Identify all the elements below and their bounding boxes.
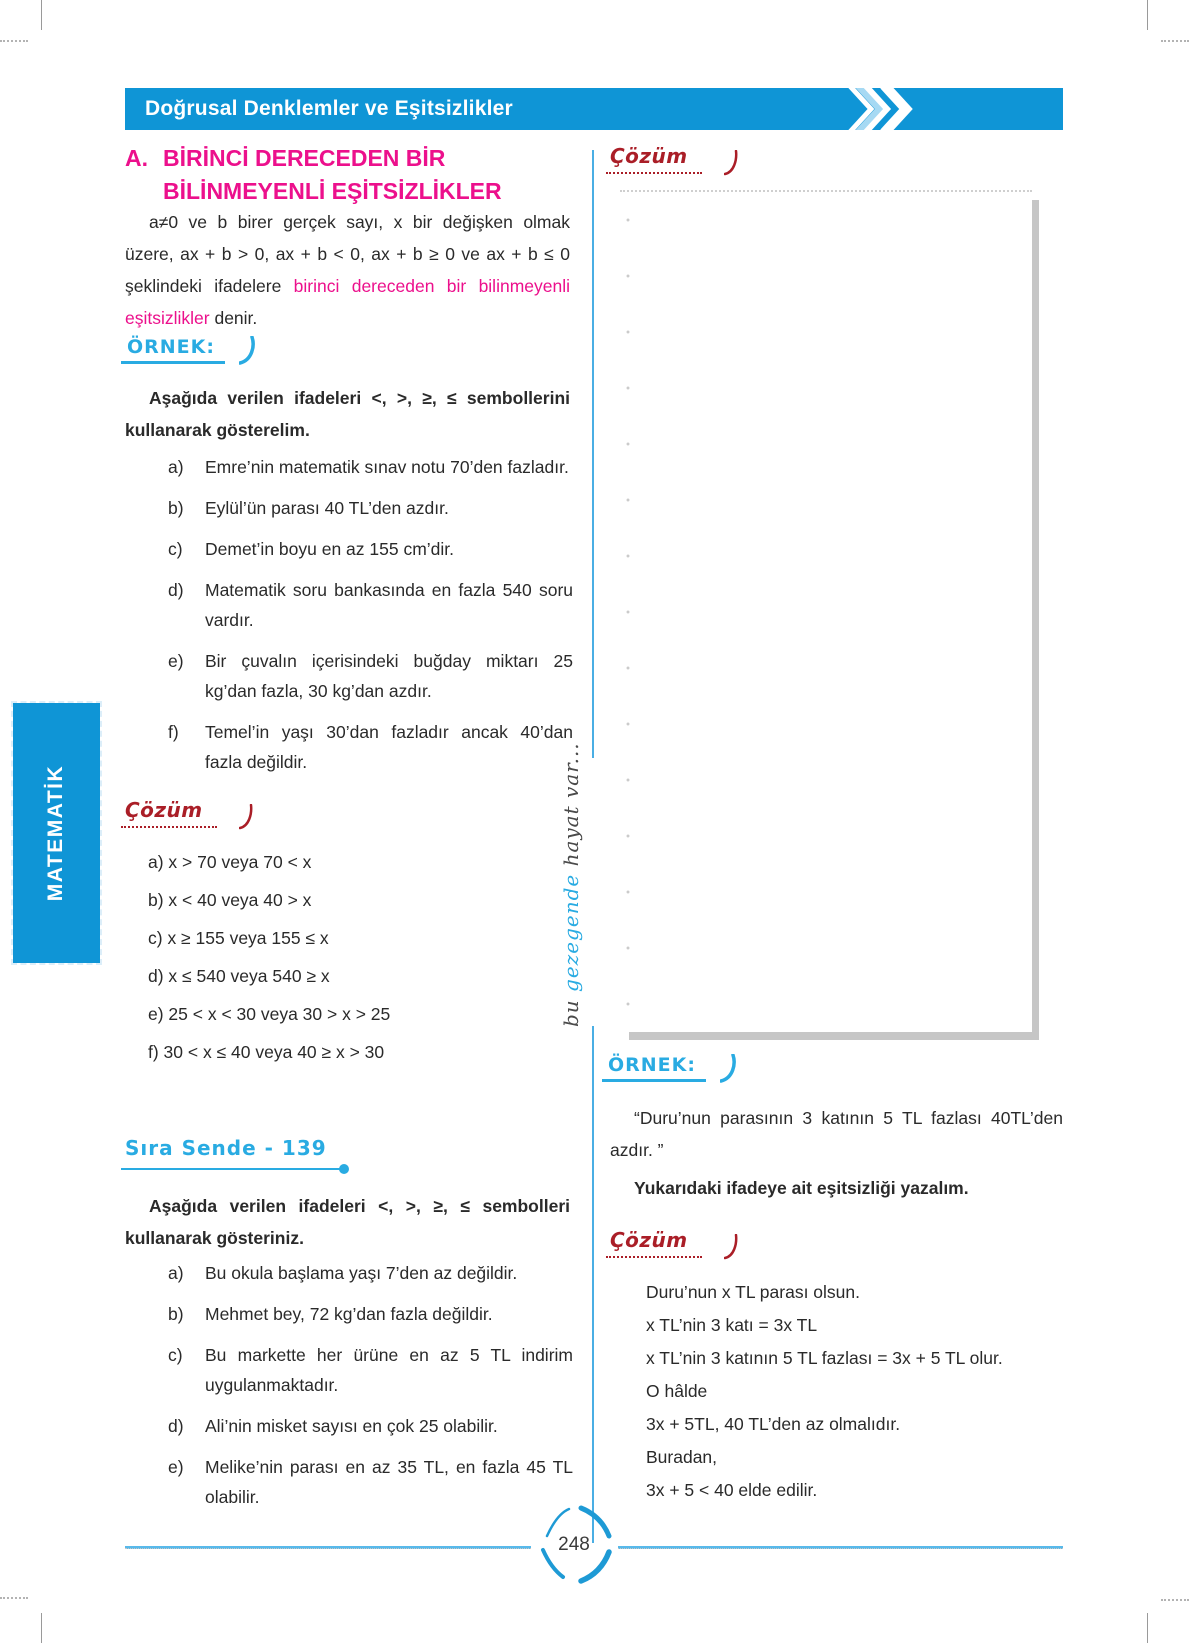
intro-paragraph xyxy=(125,206,570,334)
item-marker: e) xyxy=(168,651,184,671)
sira-sende-item-list xyxy=(125,1258,573,1523)
list-item xyxy=(125,534,573,564)
ornek-label: ÖRNEK: xyxy=(121,336,225,364)
ornek-tag-right xyxy=(602,1054,736,1082)
item-marker: d) xyxy=(168,1416,184,1436)
item-text: Emre’nin matematik sınav notu 70’den fazladır. xyxy=(205,457,569,477)
item-marker: e) xyxy=(168,1457,184,1477)
item-text: Melike’nin parası en az 35 TL, en fazla 45 TL olabilir. xyxy=(205,1457,573,1507)
item-text: Eylül’ün parası 40 TL’den azdır. xyxy=(205,498,449,518)
cozum-tag xyxy=(121,798,254,828)
example-quote: “Duru’nun parasının 3 katının 5 TL fazlası 40TL’den azdır. ” xyxy=(610,1108,1063,1160)
item-text: Bir çuvalın içerisindeki buğday miktarı 25 kg’dan fazla, 30 kg’dan azdır. xyxy=(205,651,573,701)
list-item xyxy=(125,1452,573,1512)
solution-line: e) 25 < x < 30 veya 30 > x > 25 xyxy=(148,1004,391,1024)
solution-line: 3x + 5TL, 40 TL’den az olmalıdır. xyxy=(646,1414,901,1434)
solution-line: a) x > 70 veya 70 < x xyxy=(148,852,312,872)
solution-line: b) x < 40 veya 40 > x xyxy=(148,890,312,910)
cozum-tail-icon xyxy=(724,1234,739,1260)
footer-rule xyxy=(125,1546,531,1549)
list-item xyxy=(125,1411,573,1441)
list-item xyxy=(125,646,573,706)
ornek-label: ÖRNEK: xyxy=(602,1054,706,1082)
item-text: Bu markette her ürüne en az 5 TL indirim uygulanmaktadır. xyxy=(205,1345,573,1395)
item-text: Bu okula başlama yaşı 7’den az değildir. xyxy=(205,1263,518,1283)
subject-label: MATEMATİK xyxy=(44,764,68,902)
section-title-line1: BİRİNCİ DERECEDEN BİR xyxy=(163,145,446,171)
example-prompt-right: Yukarıdaki ifadeye ait eşitsizliği yazalım. xyxy=(634,1178,969,1198)
crop-mark xyxy=(0,1597,28,1599)
list-item xyxy=(125,1258,573,1288)
item-marker: b) xyxy=(168,1304,184,1324)
item-text: Ali’nin misket sayısı en çok 25 olabilir. xyxy=(205,1416,498,1436)
item-marker: d) xyxy=(168,580,184,600)
cozum-label: Çözüm xyxy=(606,1228,702,1258)
page-number: 248 xyxy=(558,1534,590,1555)
column-divider xyxy=(592,1026,594,1543)
list-item xyxy=(125,1299,573,1329)
cozum-label: Çözüm xyxy=(606,144,702,174)
solution-line: O hâlde xyxy=(646,1381,708,1401)
item-text: Demet’in boyu en az 155 cm’dir. xyxy=(205,539,455,559)
chapter-title: Doğrusal Denklemler ve Eşitsizlikler xyxy=(145,97,513,120)
page-number-badge xyxy=(531,1502,617,1588)
watermark-part: bu xyxy=(559,992,583,1028)
footer-rule xyxy=(618,1546,1063,1549)
solution-line: 3x + 5 < 40 elde edilir. xyxy=(646,1480,818,1500)
solution-line: d) x ≤ 540 veya 540 ≥ x xyxy=(148,966,330,986)
intro-text: denir. xyxy=(209,308,258,328)
solution-line: x TL’nin 3 katı = 3x TL xyxy=(646,1315,818,1335)
solution-line: f) 30 < x ≤ 40 veya 40 ≥ x > 30 xyxy=(148,1042,385,1062)
sira-sende-tag xyxy=(121,1136,345,1170)
list-item xyxy=(125,1340,573,1400)
watermark-highlight: gezegende xyxy=(559,874,583,993)
item-marker: a) xyxy=(168,1263,184,1283)
solution-line: x TL’nin 3 katının 5 TL fazlası = 3x + 5 TL olur. xyxy=(646,1348,1003,1368)
crop-mark xyxy=(41,0,42,30)
sidebar-subject-tab xyxy=(13,703,100,963)
solution-line: Duru’nun x TL parası olsun. xyxy=(646,1282,861,1302)
section-title xyxy=(163,142,502,208)
item-text: Matematik soru bankasında en fazla 540 soru vardır. xyxy=(205,580,573,630)
list-item xyxy=(125,717,573,777)
item-marker: f) xyxy=(168,722,179,742)
item-marker: b) xyxy=(168,498,184,518)
chapter-header-bar xyxy=(125,88,1063,130)
crop-mark xyxy=(0,40,28,42)
list-item xyxy=(125,493,573,523)
double-chevron-icon xyxy=(837,88,921,130)
intro-highlight: birinci dereceden bir bilinmeyenli eşitsizlikler xyxy=(125,276,570,328)
sira-sende-label: Sıra Sende - 139 xyxy=(121,1136,345,1170)
cozum-label: Çözüm xyxy=(121,798,217,828)
column-divider xyxy=(592,150,594,758)
blank-answer-box xyxy=(620,190,1032,1032)
cozum-tag-right xyxy=(606,144,739,174)
solution-list xyxy=(148,852,390,1080)
item-marker: a) xyxy=(168,457,184,477)
crop-mark xyxy=(1147,1613,1148,1643)
watermark-part: hayat var... xyxy=(559,742,583,875)
section-title-line2: BİLİNMEYENLİ EŞİTSİZLİKLER xyxy=(163,178,502,204)
ornek-tail-icon xyxy=(720,1054,736,1084)
crop-mark xyxy=(41,1613,42,1643)
cozum-tail-icon xyxy=(724,150,739,176)
cozum2-tag-right xyxy=(606,1228,739,1258)
item-text: Temel’in yaşı 30’dan fazladır ancak 40’dan fazla değildir. xyxy=(205,722,573,772)
item-marker: c) xyxy=(168,539,183,559)
example-item-list xyxy=(125,452,573,788)
section-heading xyxy=(125,142,595,208)
list-item xyxy=(125,575,573,635)
crop-mark xyxy=(1147,0,1148,30)
solution-line: c) x ≥ 155 veya 155 ≤ x xyxy=(148,928,329,948)
section-letter: A. xyxy=(125,145,148,171)
solution-list-right xyxy=(646,1282,1003,1513)
item-marker: c) xyxy=(168,1345,183,1365)
list-item xyxy=(125,452,573,482)
crop-mark xyxy=(1161,1599,1189,1601)
cozum-tail-icon xyxy=(239,804,254,830)
ornek-tag xyxy=(121,336,255,364)
item-text: Mehmet bey, 72 kg’dan fazla değildir. xyxy=(205,1304,493,1324)
example-prompt: Aşağıda verilen ifadeleri <, >, ≥, ≤ sembollerini kullanarak gösterelim. xyxy=(125,388,570,440)
sira-sende-prompt: Aşağıda verilen ifadeleri <, >, ≥, ≤ sembolleri kullanarak gösteriniz. xyxy=(125,1196,570,1248)
solution-line: Buradan, xyxy=(646,1447,718,1467)
intro-text: a≠0 ve b birer gerçek sayı, x bir değişken olmak üzere, ax + b > 0, ax + b < 0, ax + b ≥ 0 ve ax + b ≤ 0 şeklindeki ifadelere xyxy=(125,212,570,296)
ornek-tail-icon xyxy=(239,336,255,366)
crop-mark xyxy=(1161,40,1189,42)
